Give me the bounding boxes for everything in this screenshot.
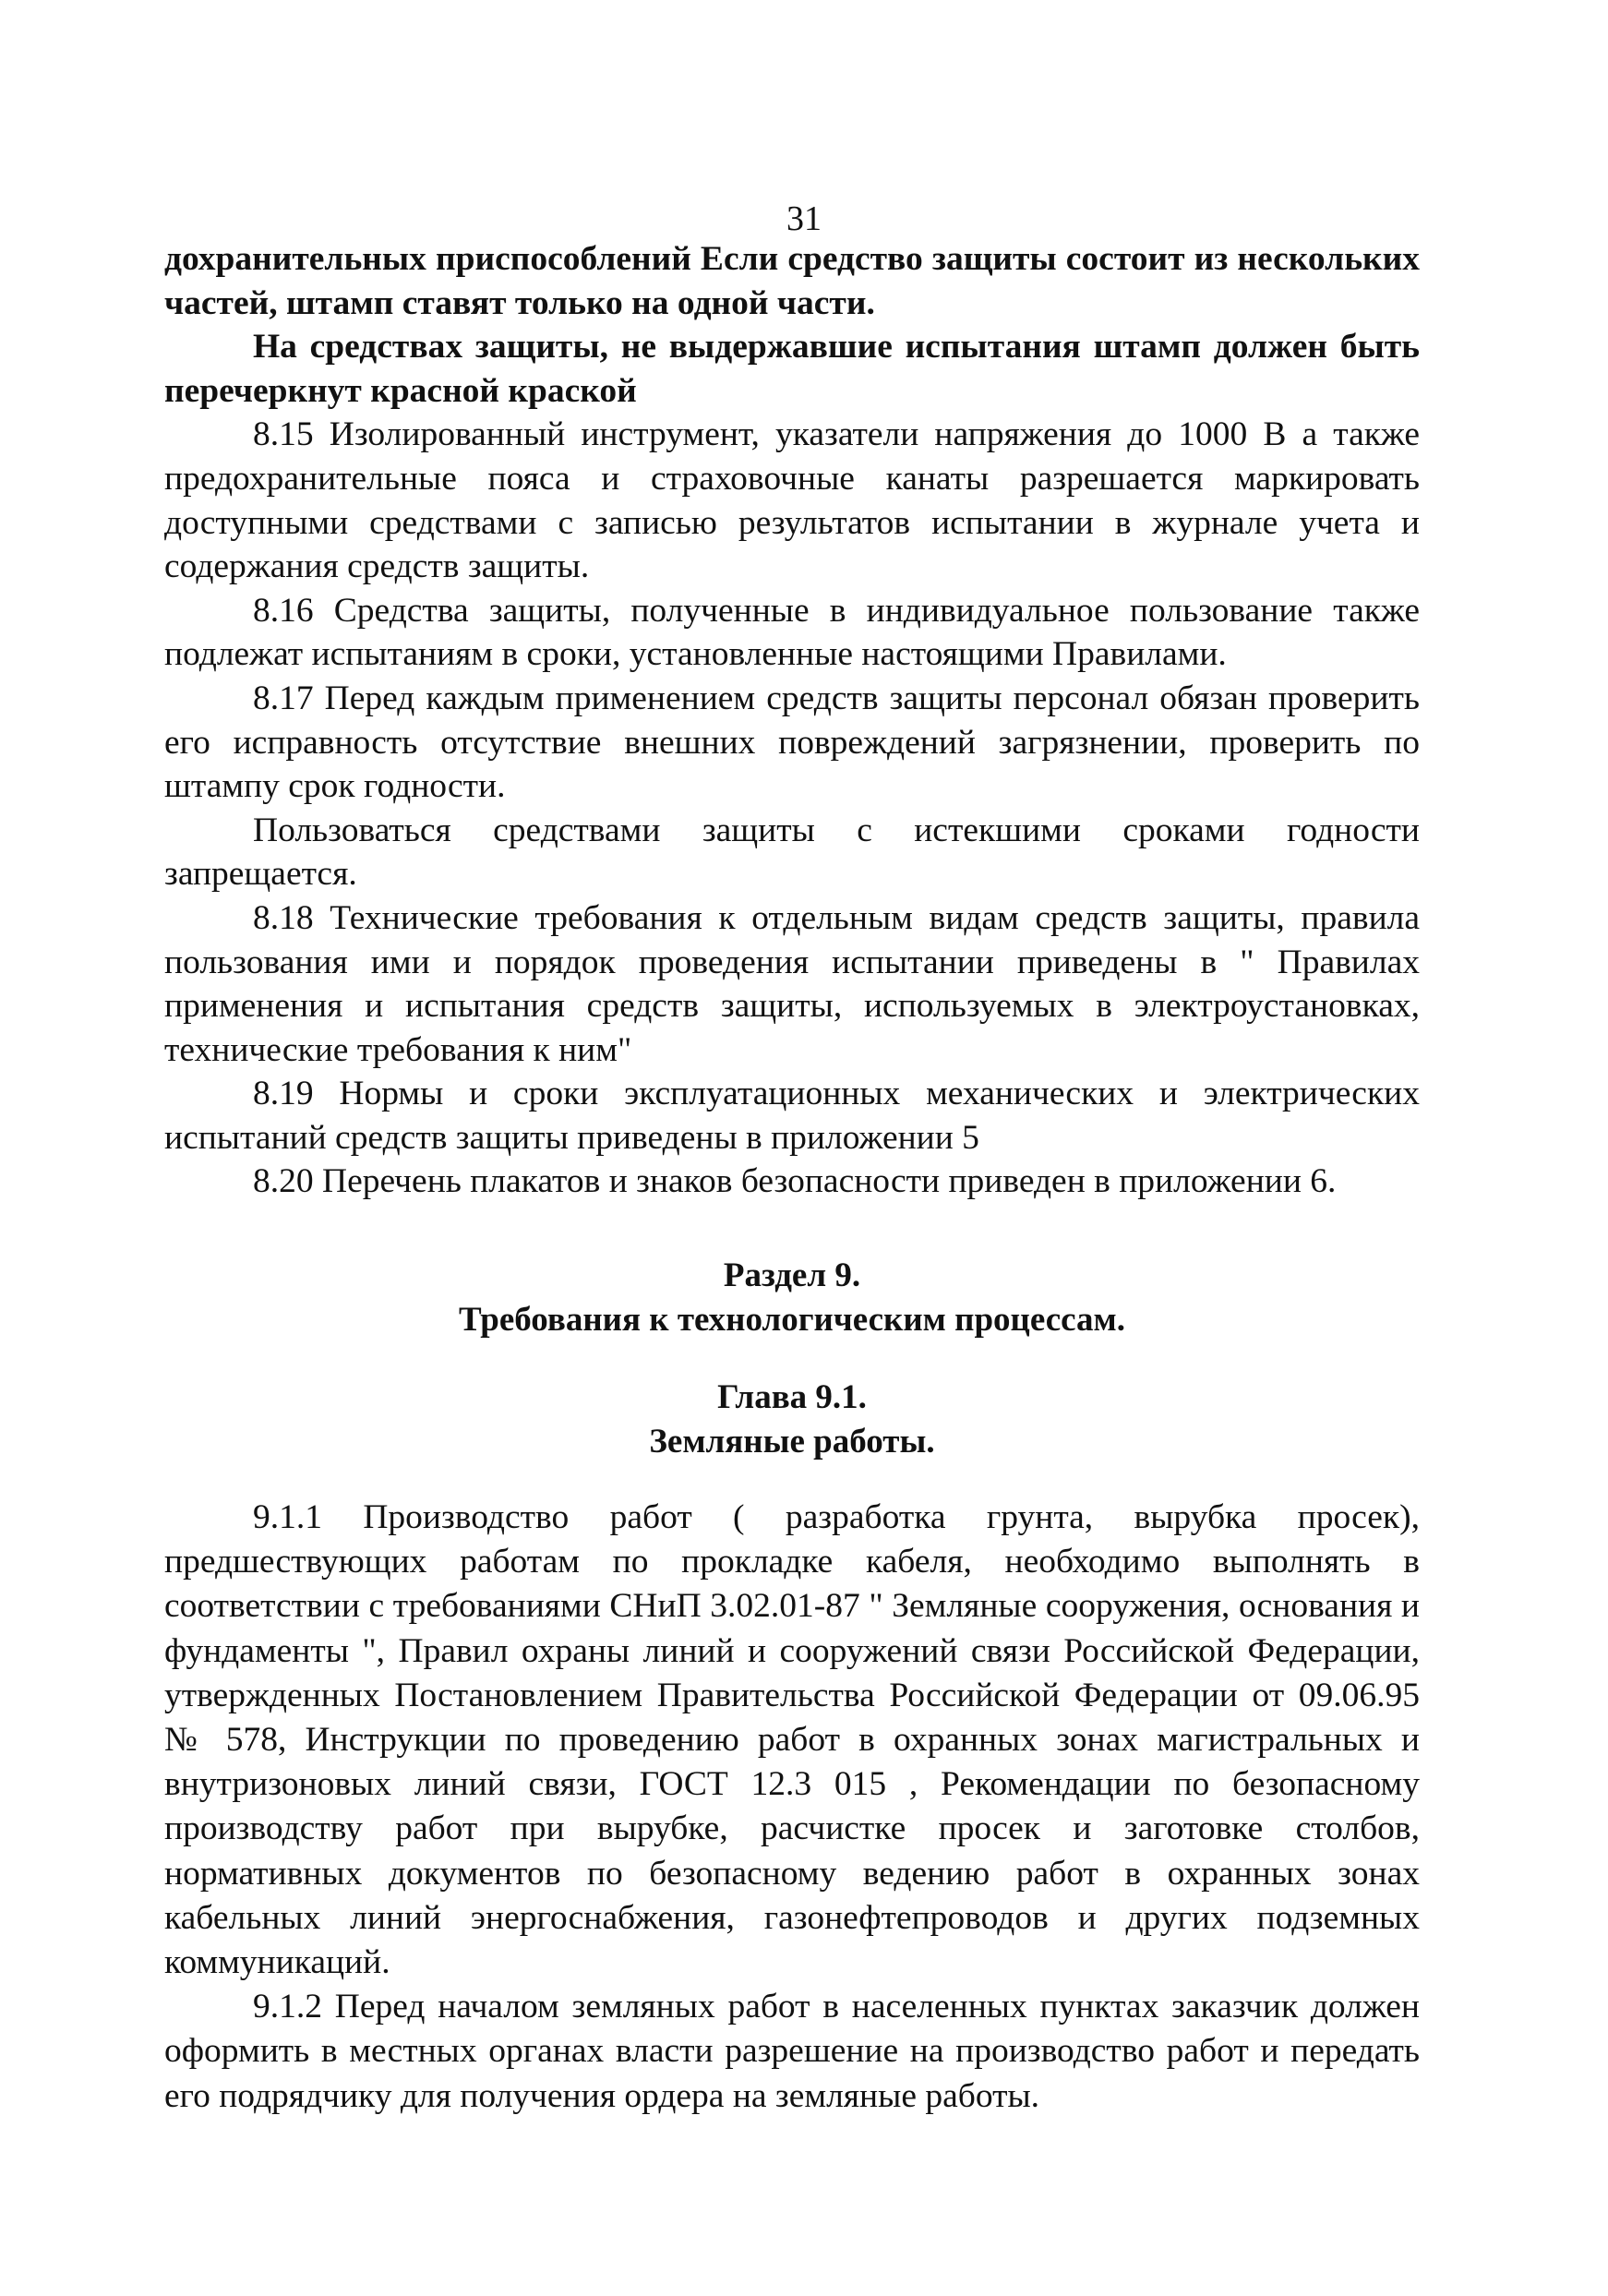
chapter-title: Земляные работы. bbox=[649, 1423, 935, 1461]
page-number: 31 bbox=[786, 199, 822, 238]
section-title: Требования к технологическим процессам. bbox=[459, 1301, 1125, 1339]
paragraphs-top bbox=[164, 237, 1420, 1204]
paragraphs-bottom bbox=[164, 1496, 1420, 2119]
section-label: Раздел 9. bbox=[723, 1256, 861, 1294]
chapter-label: Глава 9.1. bbox=[717, 1378, 867, 1416]
paragraph-8-18: 8.18 Технические требования к отдельным видам средств защиты, правила пользования ими и порядок проведения испытании приведены в " Правилах применения и испытания средств защиты, используемых в электроустановках, технические требования к ним" bbox=[164, 898, 1420, 1069]
paragraph-crossed-stamp: На средствах защиты, не выдержавшие испытания штамп должен быть перечеркнут красной краской bbox=[164, 328, 1420, 410]
paragraph-8-20: 8.20 Перечень плакатов и знаков безопасности приведен в приложении 6. bbox=[253, 1162, 1337, 1201]
paragraph-continuation: дохранительных приспособлений Если средство защиты состоит из нескольких частей, штамп ставят только на одной части. bbox=[164, 240, 1420, 322]
paragraph-9-1-2: 9.1.2 Перед началом земляных работ в населенных пунктах заказчик должен оформить в местных органах власти разрешение на производство работ и передать его подрядчику для получения ордера на земляные работы. bbox=[164, 1988, 1420, 2115]
paragraph-8-15: 8.15 Изолированный инструмент, указатели напряжения до 1000 В а также предохранительные пояса и страховочные канаты разрешается маркировать доступными средствами с записью результатов испытании в журнале учета и содержания средств защиты. bbox=[164, 415, 1420, 586]
paragraph-9-1-1: 9.1.1 Производство работ ( разработка грунта, вырубка просек), предшествующих работам по прокладке кабеля, необходимо выполнять в соответствии с требованиями СНиП 3.02.01-87 " Земляные сооружения, основания и фундаменты ", Правил охраны линий и сооружений связи Российской Федерации, утвержденных Постановлением Правительства Российской Федерации от 09.06.95 № 578, Инструкции по проведению работ в охранных зонах магистральных и внутризоновых линий связи, ГОСТ 12.3 015 , Рекомендации по безопасному производству работ при вырубке, расчистке просек и заготовке столбов, нормативных документов по безопасному ведению работ в охранных зонах кабельных линий энергоснабжения, газонефтепроводов и других подземных коммуникаций. bbox=[164, 1498, 1420, 1982]
paragraph-8-19: 8.19 Нормы и сроки эксплуатационных механических и электрических испытаний средств защиты приведены в приложении 5 bbox=[164, 1075, 1420, 1157]
section-heading bbox=[164, 1254, 1420, 1342]
paragraph-8-16: 8.16 Средства защиты, полученные в индивидуальное пользование также подлежат испытаниям в сроки, установленные настоящими Правилами. bbox=[164, 591, 1420, 674]
paragraph-8-17: 8.17 Перед каждым применением средств защиты персонал обязан проверить его исправность отсутствие внешних повреждений загрязнении, проверить по штампу срок годности. bbox=[164, 679, 1420, 806]
paragraph-expired-prohibited: Пользоваться средствами защиты с истекшими сроками годности запрещается. bbox=[164, 811, 1420, 894]
chapter-heading bbox=[164, 1376, 1420, 1464]
